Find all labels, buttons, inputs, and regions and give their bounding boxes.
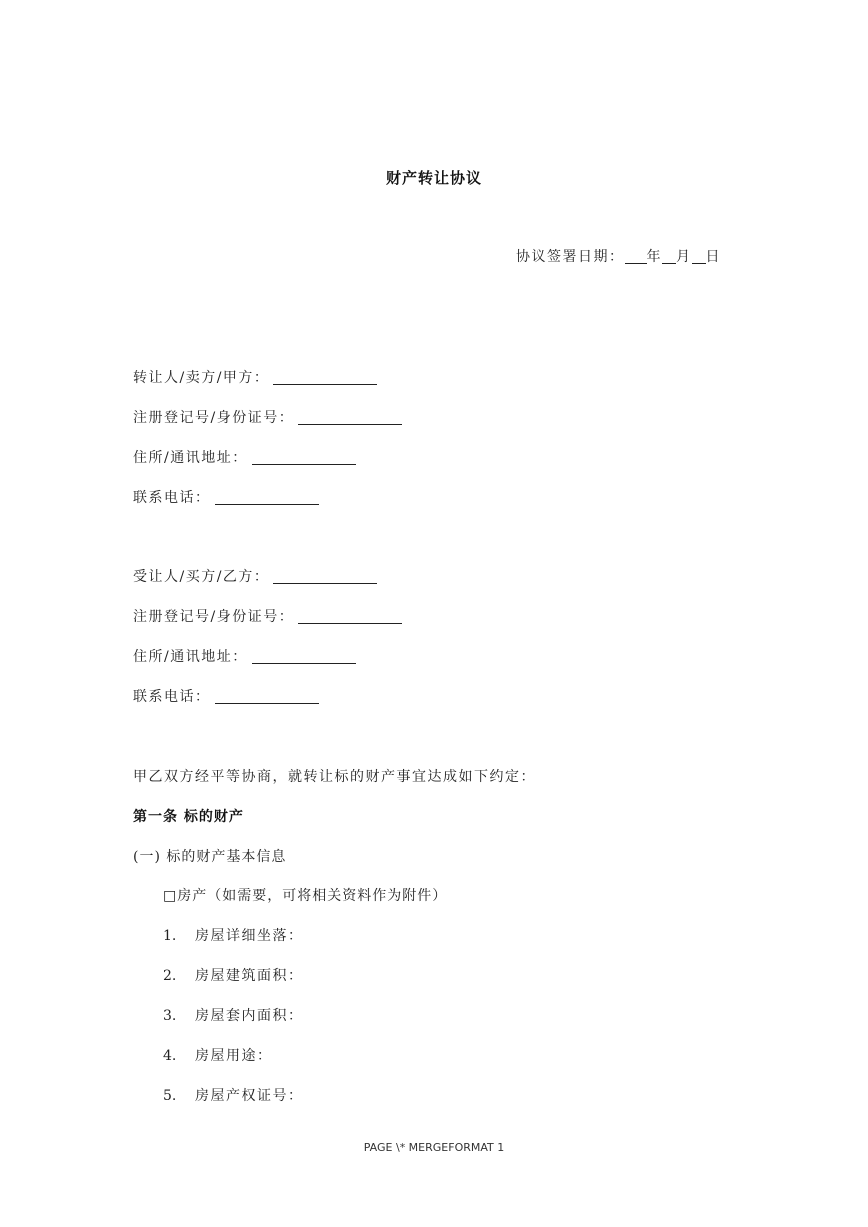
year-unit: 年 xyxy=(646,249,662,265)
party-a-phone-blank xyxy=(215,490,319,505)
list-item-text: 房屋建筑面积： xyxy=(195,968,304,984)
day-unit: 日 xyxy=(705,249,721,265)
party-b-id-line xyxy=(133,606,402,626)
list-item-text: 房屋产权证号： xyxy=(195,1088,304,1104)
party-a-address-line xyxy=(133,447,356,467)
article1-heading: 第一条 标的财产 xyxy=(133,809,244,825)
party-a-id-line xyxy=(133,407,402,427)
list-item-text: 房屋用途： xyxy=(195,1048,273,1064)
party-b-phone-blank xyxy=(215,689,319,704)
article1-section1: (一) 标的财产基本信息 xyxy=(133,849,287,865)
party-b-phone-line xyxy=(133,686,319,706)
list-item xyxy=(163,965,304,985)
property-checkbox-label: □房产（如需要，可将相关资料作为附件） xyxy=(163,888,448,904)
signing-date-label: 协议签署日期： xyxy=(516,249,625,265)
list-item xyxy=(163,1005,304,1025)
party-a-phone-line xyxy=(133,487,319,507)
party-b-address-label: 住所/通讯地址： xyxy=(133,649,248,665)
party-a-name-line xyxy=(133,367,377,387)
party-b-name-blank xyxy=(273,569,377,584)
page-footer: PAGE \* MERGEFORMAT 1 xyxy=(363,1141,505,1154)
month-unit: 月 xyxy=(676,249,692,265)
party-b-phone-label: 联系电话： xyxy=(133,689,211,705)
list-item-text: 房屋套内面积： xyxy=(195,1008,304,1024)
list-item-number: 2. xyxy=(163,968,177,984)
list-item-number: 4. xyxy=(163,1048,177,1064)
list-item-number: 5. xyxy=(163,1088,177,1104)
preamble: 甲乙双方经平等协商，就转让标的财产事宜达成如下约定： xyxy=(133,769,536,785)
party-b-id-blank xyxy=(298,609,402,624)
list-item-number: 3. xyxy=(163,1008,177,1024)
list-item xyxy=(163,1085,304,1105)
list-item xyxy=(163,925,304,945)
party-b-name-line xyxy=(133,566,377,586)
month-blank xyxy=(662,249,676,264)
party-a-phone-label: 联系电话： xyxy=(133,490,211,506)
party-a-name-blank xyxy=(273,370,377,385)
party-b-name-label: 受让人/买方/乙方： xyxy=(133,569,270,585)
party-a-name-label: 转让人/卖方/甲方： xyxy=(133,370,270,386)
party-a-id-blank xyxy=(298,410,402,425)
party-a-id-label: 注册登记号/身份证号： xyxy=(133,410,295,426)
party-b-id-label: 注册登记号/身份证号： xyxy=(133,609,295,625)
party-a-address-blank xyxy=(252,450,356,465)
document-title: 财产转让协议 xyxy=(385,169,482,187)
list-item-text: 房屋详细坐落： xyxy=(195,928,304,944)
signing-date-line xyxy=(516,246,721,266)
party-b-address-blank xyxy=(252,649,356,664)
list-item xyxy=(163,1045,273,1065)
party-b-address-line xyxy=(133,646,356,666)
year-blank xyxy=(625,249,647,264)
list-item-number: 1. xyxy=(163,928,177,944)
day-blank xyxy=(692,249,706,264)
party-a-address-label: 住所/通讯地址： xyxy=(133,450,248,466)
